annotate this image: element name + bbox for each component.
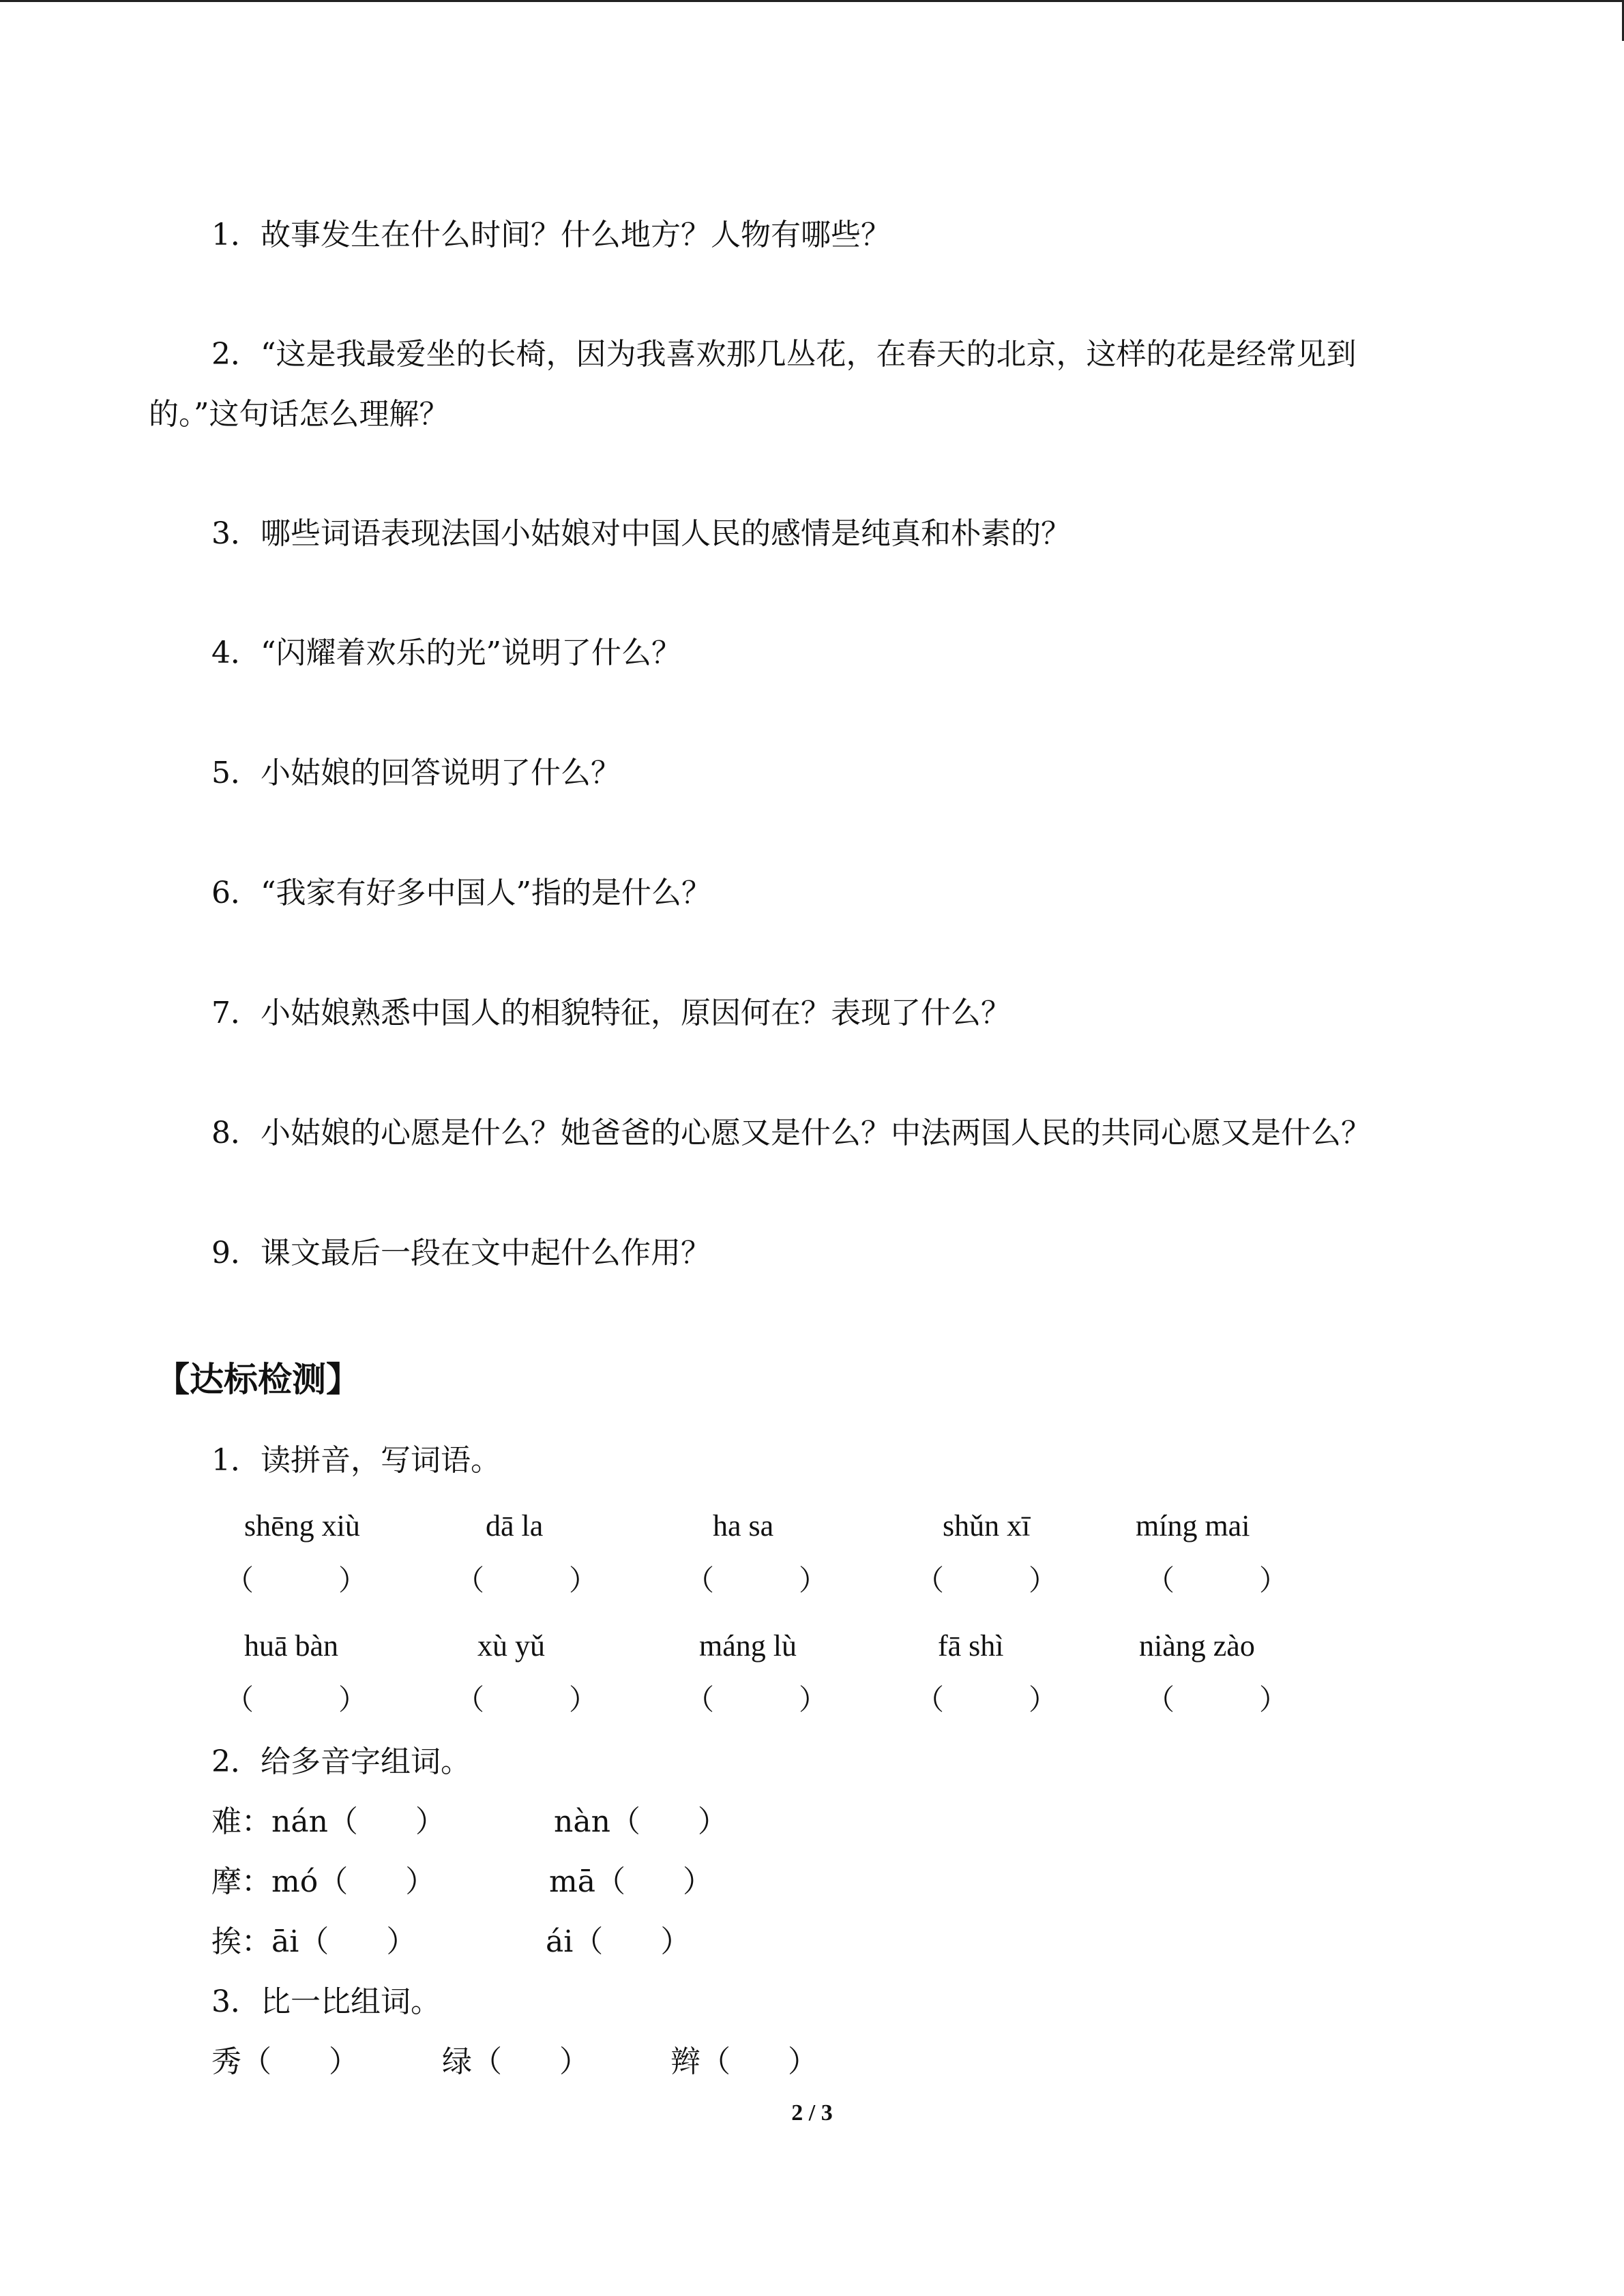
question-8: 8．小姑娘的心愿是什么？她爸爸的心愿又是什么？中法两国人民的共同心愿又是什么？ (211, 1116, 1371, 1150)
question-4: 4．“闪耀着欢乐的光”说明了什么？ (211, 636, 681, 670)
exercise-2-title: 2．给多音字组词。 (211, 1744, 471, 1779)
compare-item-1[interactable]: 秀（ ） (211, 2044, 359, 2079)
polyphone-row-1-a[interactable]: 难：nán（ ） (211, 1804, 445, 1839)
pinyin-4: shǔn xī (943, 1509, 1031, 1542)
compare-item-3[interactable]: 辫（ ） (670, 2044, 818, 2079)
pinyin-6: huā bàn (244, 1629, 339, 1663)
polyphone-row-3-a[interactable]: 挨：āi（ ） (211, 1924, 417, 1959)
question-7: 7．小姑娘熟悉中国人的相貌特征，原因何在？表现了什么？ (211, 996, 1011, 1030)
question-1: 1．故事发生在什么时间？什么地方？人物有哪些？ (211, 218, 891, 252)
pinyin-8: máng lù (699, 1629, 797, 1663)
pinyin-7: xù yǔ (477, 1629, 545, 1663)
question-9: 9．课文最后一段在文中起什么作用？ (211, 1236, 711, 1270)
pinyin-2: dā la (486, 1509, 544, 1542)
page-number: 2 / 3 (791, 2100, 833, 2126)
compare-item-2[interactable]: 绿（ ） (442, 2044, 589, 2079)
pinyin-10: niàng zào (1139, 1629, 1255, 1663)
pinyin-9: fā shì (938, 1629, 1004, 1663)
section-heading: 【达标检测】 (156, 1360, 360, 1399)
pinyin-1: shēng xiù (244, 1509, 360, 1542)
polyphone-row-1-b[interactable]: nàn（ ） (554, 1804, 728, 1839)
pinyin-5: míng mai (1136, 1509, 1250, 1542)
question-3: 3．哪些词语表现法国小姑娘对中国人民的感情是纯真和朴素的？ (211, 516, 1071, 551)
question-6: 6．“我家有好多中国人”指的是什么？ (211, 876, 711, 910)
question-5: 5．小姑娘的回答说明了什么？ (211, 756, 621, 790)
pinyin-3: ha sa (713, 1509, 774, 1542)
polyphone-row-2-b[interactable]: mā（ ） (549, 1864, 713, 1899)
polyphone-row-2-a[interactable]: 摩：mó（ ） (211, 1864, 436, 1899)
page-top-border (0, 0, 1624, 2)
polyphone-row-3-b[interactable]: ái（ ） (546, 1924, 691, 1959)
exercise-1-title: 1．读拼音，写词语。 (211, 1443, 501, 1478)
question-2-continued: 的。”这句话怎么理解？ (149, 397, 449, 432)
exercise-3-title: 3．比一比组词。 (211, 1984, 441, 2019)
question-2: 2．“这是我最爱坐的长椅，因为我喜欢那几丛花，在春天的北京，这样的花是经常见到 (211, 337, 1357, 372)
